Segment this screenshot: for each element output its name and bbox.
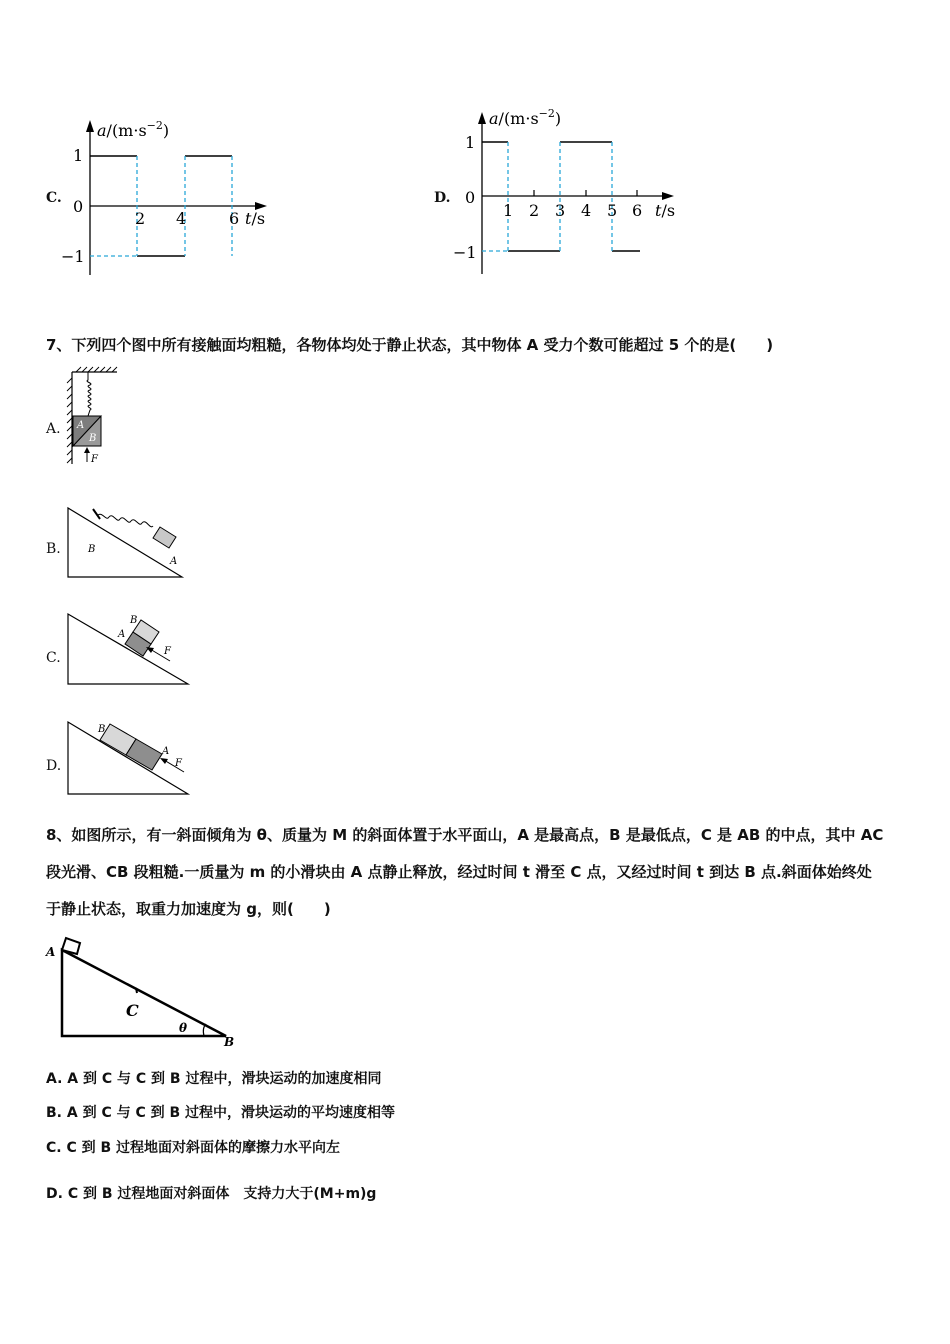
q7-stem: 7、下列四个图中所有接触面均粗糙，各物体均处于静止状态，其中物体 A 受力个数可能超过 5 个的是( ) [46,336,774,354]
graph-c-y-tick-1: 1 [73,146,84,165]
graph-c-x-tick-2: 2 [135,209,146,228]
graph-c-x-tick-4: 4 [176,209,187,228]
graph-d-y-tick-minus1: −1 [453,243,477,262]
graph-c-option-label: C. [46,190,62,206]
q8-incline-figure [44,930,244,1050]
graph-d-y-tick-1: 1 [465,133,476,152]
q7-c-label-f: F [164,646,171,657]
graph-d-y-label: $a/(m\cdot s^{-2})$ [489,107,562,128]
q7-option-d-label: D. [46,758,62,774]
q8-fig-label-a: A [46,945,56,959]
q8-fig-label-b: B [224,1035,235,1049]
graph-d-option-label: D. [434,190,451,206]
q7-option-c-figure [62,606,192,688]
q7-d-label-f: F [175,758,182,769]
q7-a-label-b: B [89,433,97,444]
q7-d-label-a: A [162,746,170,757]
q8-stem-line1: 8、如图所示，有一斜面倾角为 θ、质量为 M 的斜面体置于水平面山，A 是最高点，B 是最低点，C 是 AB 的中点，其中 AC [46,826,884,844]
graph-d-y-tick-0: 0 [465,188,476,207]
graph-c-x-tick-6: 6 [229,209,240,228]
q7-d-label-b: B [98,724,106,735]
q8-fig-label-theta: θ [179,1021,188,1035]
graph-d-x-tick-1: 1 [503,201,514,220]
q8-option-b: B. A 到 C 与 C 到 B 过程中，滑块运动的平均速度相等 [46,1105,396,1121]
q7-a-label-a: A [77,420,85,431]
q8-option-a: A. A 到 C 与 C 到 B 过程中，滑块运动的加速度相同 [46,1071,382,1087]
q7-b-label-a: A [170,556,178,567]
q8-option-c: C. C 到 B 过程地面对斜面体的摩擦力水平向左 [46,1140,341,1156]
graph-d-x-tick-6: 6 [632,201,643,220]
graph-c-x-label: t/s [245,209,266,228]
q7-option-b-figure [62,500,192,580]
q7-option-c-label: C. [46,650,61,666]
graph-c-acceleration-plot [55,110,285,285]
q7-a-label-f: F [91,454,98,465]
q8-option-d: D. C 到 B 过程地面对斜面体 支持力大于(M+m)g [46,1186,377,1202]
graph-c-y-label: $a/(m\cdot s^{-2})$ [97,119,170,140]
q8-stem-line3: 于静止状态，取重力加速度为 g，则( ) [46,900,331,918]
graph-d-x-tick-2: 2 [529,201,540,220]
q7-option-a-figure [62,366,122,466]
graph-d-x-label: t/s [655,201,676,220]
graph-d-x-tick-3: 3 [555,201,566,220]
graph-d-x-tick-5: 5 [607,201,618,220]
q7-option-b-label: B. [46,541,61,557]
q7-option-a-label: A. [46,421,61,437]
q7-option-d-figure [62,714,194,800]
graph-c-y-tick-0: 0 [73,197,84,216]
q8-stem-line2: 段光滑、CB 段粗糙.一质量为 m 的小滑块由 A 点静止释放，经过时间 t 滑至 C 点，又经过时间 t 到达 B 点.斜面体始终处 [46,863,872,881]
q7-c-label-a: A [118,629,126,640]
q7-c-label-b: B [130,615,138,626]
q7-b-label-b: B [88,544,96,555]
graph-c-y-tick-minus1: −1 [61,247,85,266]
graph-d-x-tick-4: 4 [581,201,592,220]
q8-fig-label-c: C [126,1001,139,1020]
graph-d-acceleration-plot [445,98,695,280]
